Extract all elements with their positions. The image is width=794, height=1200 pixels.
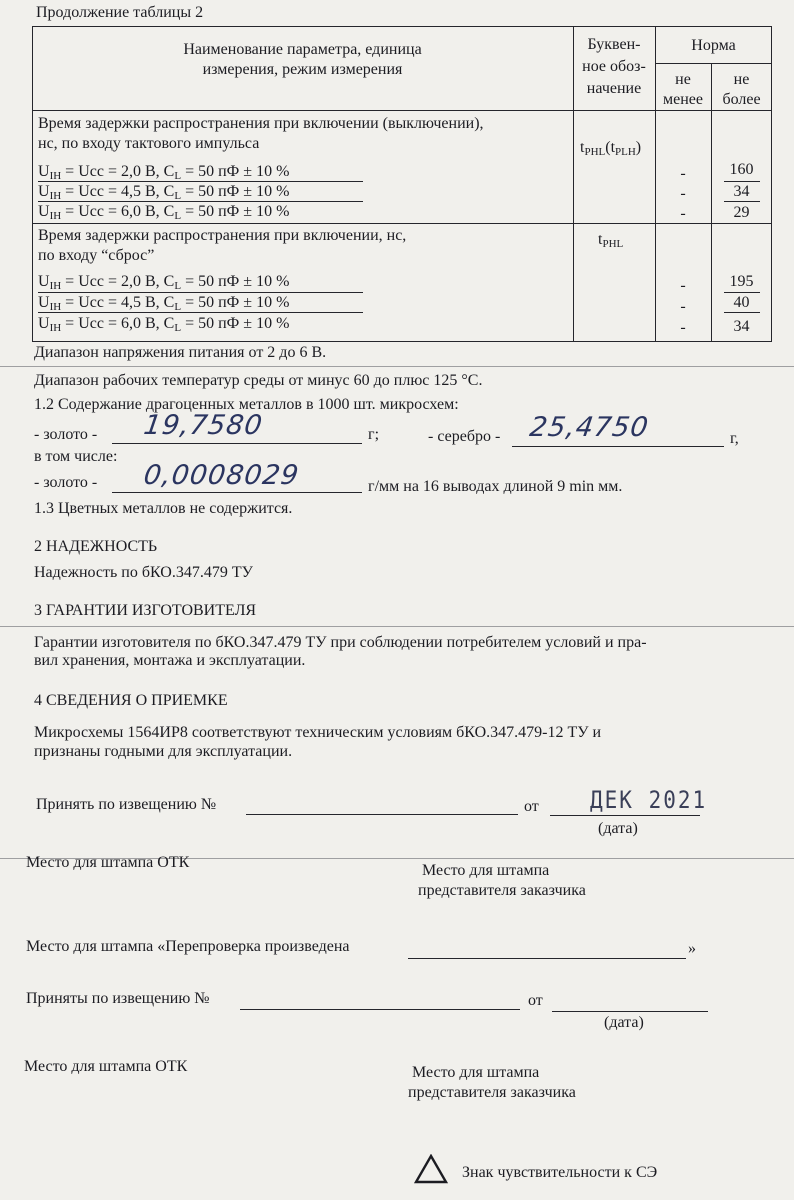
gold-label: - золото - (34, 426, 98, 443)
group2-row-2-max: 40 (733, 294, 750, 311)
warranty-heading: 3 ГАРАНТИИ ИЗГОТОВИТЕЛЯ (34, 602, 257, 619)
from2-label: от (528, 992, 543, 1009)
header-min: не менее (663, 71, 703, 108)
group2-row-1-min: - (680, 277, 686, 294)
group1-row-1-condition: $U_{IH}$ = Ucc = 2,0 В, $C_L = 50$ пФ ± 10 % (38, 163, 290, 182)
date2-caption: (дата) (604, 1014, 644, 1031)
fold-line (0, 366, 794, 367)
gold-fill-line (112, 443, 362, 444)
fold-line (0, 626, 794, 627)
recheck-line[interactable] (408, 958, 686, 959)
sensitivity-sign-label: Знак чувствительности к СЭ (462, 1164, 658, 1181)
acceptance-line-2: признаны годными для эксплуатации. (34, 743, 293, 760)
reliability-heading: 2 НАДЕЖНОСТЬ (34, 538, 158, 555)
gold2-value: 0,0008029 (141, 460, 302, 491)
gold2-unit: г/мм на 16 выводах длиной 9 min мм. (368, 478, 623, 495)
reliability-text: Надежность по бКО.347.479 ТУ (34, 564, 253, 581)
group1-row-1-min: - (680, 165, 686, 182)
group1-row-2-condition: $U_{IH}$ = Ucc = 4,5 В, $C_L = 50$ пФ ± 10 % (38, 183, 290, 202)
including-label: в том числе: (34, 448, 118, 465)
from-label: от (524, 798, 539, 815)
otk-stamp-place: Место для штампа ОТК (26, 854, 190, 871)
table-caption: Продолжение таблицы 2 (36, 4, 204, 21)
header-max: не более (722, 71, 761, 108)
notice-number-line[interactable] (246, 814, 518, 815)
parameters-table (32, 26, 772, 342)
supply-range: Диапазон напряжения питания от 2 до 6 В. (34, 344, 327, 361)
date-stamp: ДЕК 2021 (590, 786, 708, 814)
group2-row-3-max: 34 (733, 318, 750, 335)
gold2-label: - золото - (34, 474, 98, 491)
esd-triangle-icon (414, 1154, 448, 1184)
silver-value: 25,4750 (527, 412, 651, 443)
group2-row-3-min: - (680, 319, 686, 336)
group2-symbol: $t_{PHL}$ (598, 231, 624, 250)
group1-symbol: $t_{PHL}(t_{PLH})$ (580, 139, 642, 158)
customer-stamp-place-1: Место для штампа (422, 862, 550, 879)
recheck-close-quote: » (688, 940, 696, 957)
accepted2-label: Приняты по извещению № (26, 990, 210, 1007)
group1-row-3-condition: $U_{IH}$ = Ucc = 6,0 В, $C_L = 50$ пФ ± 10 % (38, 203, 290, 222)
date-line[interactable] (550, 815, 700, 816)
group1-title: Время задержки распространения при включении (выключении), нс, по входу тактового импульса (38, 115, 484, 152)
temp-range: Диапазон рабочих температур среды от минус 60 до плюс 125 °С. (34, 372, 483, 389)
silver-unit: г, (730, 430, 739, 447)
acceptance-heading: 4 СВЕДЕНИЯ О ПРИЕМКЕ (34, 692, 228, 709)
gold-value: 19,7580 (141, 410, 265, 441)
group2-row-2-condition: $U_{IH}$ = Ucc = 4,5 В, $C_L = 50$ пФ ± 10 % (38, 294, 290, 313)
group1-row-2-min: - (680, 185, 686, 202)
silver-fill-line (512, 446, 724, 447)
group1-row-1-max: 160 (729, 161, 754, 178)
group2-row-1-max: 195 (729, 273, 754, 290)
silver-label: - серебро - (428, 428, 501, 445)
header-symbol: Буквен- ное обоз- начение (582, 36, 646, 97)
group2-title: Время задержки распространения при включении, нс, по входу “сброс” (38, 227, 407, 264)
group2-row-3-condition: $U_{IH}$ = Ucc = 6,0 В, $C_L = 50$ пФ ± 10 % (38, 315, 290, 334)
customer2-stamp-place-1: Место для штампа (412, 1064, 540, 1081)
warranty-line-2: вил хранения, монтажа и эксплуатации. (34, 652, 306, 669)
group1-row-3-max: 29 (733, 204, 750, 221)
group2-row-2-min: - (680, 298, 686, 315)
group1-row-3-min: - (680, 205, 686, 222)
nonferrous-note: 1.3 Цветных металлов не содержится. (34, 500, 293, 517)
warranty-line-1: Гарантии изготовителя по бКО.347.479 ТУ при соблюдении потребителем условий и пра- (34, 634, 647, 651)
gold-unit: г; (368, 426, 380, 443)
notice2-number-line[interactable] (240, 1009, 520, 1010)
customer-stamp-place-2: представителя заказчика (418, 882, 586, 899)
acceptance-line-1: Микросхемы 1564ИР8 соответствуют техническим условиям бКО.347.479-12 ТУ и (34, 724, 602, 741)
header-parameter: Наименование параметра, единица измерения, режим измерения (183, 41, 422, 78)
customer2-stamp-place-2: представителя заказчика (408, 1084, 576, 1101)
otk-stamp-place-2: Место для штампа ОТК (24, 1058, 188, 1075)
date2-line[interactable] (552, 1011, 708, 1012)
header-norm: Норма (691, 37, 736, 54)
metals-heading: 1.2 Содержание драгоценных металлов в 1000 шт. микросхем: (34, 396, 459, 413)
accepted-label: Принять по извещению № (36, 796, 217, 813)
recheck-label: Место для штампа «Перепроверка произведена (26, 938, 350, 955)
group1-row-2-max: 34 (733, 183, 750, 200)
group2-row-1-condition: $U_{IH}$ = Ucc = 2,0 В, $C_L = 50$ пФ ± 10 % (38, 273, 290, 292)
gold2-fill-line (112, 492, 362, 493)
date-caption: (дата) (598, 820, 638, 837)
